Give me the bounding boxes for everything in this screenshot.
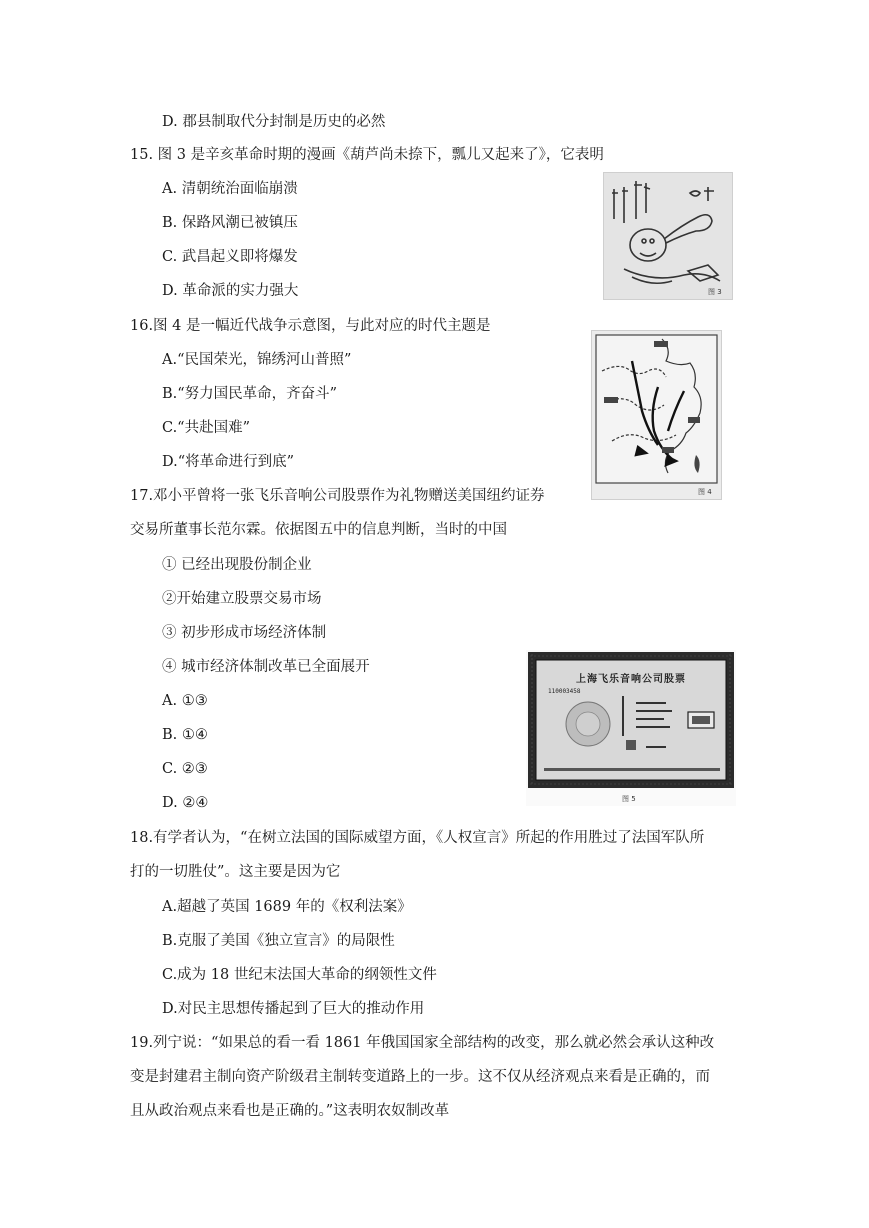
q16-stem: 16.图 4 是一幅近代战争示意图，与此对应的时代主题是 — [130, 318, 491, 334]
q18-option-b: B.克服了美国《独立宣言》的局限性 — [162, 933, 395, 949]
q15-option-d: D. 革命派的实力强大 — [162, 283, 299, 299]
q18-stem-line-2: 打的一切胜仗”。这主要是因为它 — [130, 864, 341, 880]
q18-option-c: C.成为 18 世纪末法国大革命的纲领性文件 — [162, 967, 437, 983]
q18-option-a: A.超越了英国 1689 年的《权利法案》 — [162, 899, 412, 915]
figure-3-cartoon — [603, 172, 733, 300]
q17-option-d: D. ②④ — [162, 795, 209, 811]
q19-stem-line-2: 变是封建君主制向资产阶级君主制转变道路上的一步。这不仅从经济观点来看是正确的，而 — [130, 1069, 710, 1085]
q17-statement-1: ① 已经出现股份制企业 — [162, 557, 312, 573]
q17-statement-4: ④ 城市经济体制改革已全面展开 — [162, 659, 370, 675]
q17-stem-line-2: 交易所董事长范尔霖。依据图五中的信息判断，当时的中国 — [130, 522, 507, 538]
q17-option-b: B. ①④ — [162, 727, 208, 743]
q18-option-d: D.对民主思想传播起到了巨大的推动作用 — [162, 1001, 425, 1017]
q17-option-c: C. ②③ — [162, 761, 208, 777]
figure-4-caption: 图 4 — [698, 488, 712, 496]
figure-3-caption: 图 3 — [708, 288, 722, 296]
q15-option-b: B. 保路风潮已被镇压 — [162, 215, 298, 231]
q16-option-d: D.“将革命进行到底” — [162, 454, 295, 470]
q14-option-d: D. 郡县制取代分封制是历史的必然 — [162, 114, 386, 130]
q15-option-c: C. 武昌起义即将爆发 — [162, 249, 298, 265]
certificate-serial: 110003458 — [548, 688, 581, 695]
q16-option-a: A.“民国荣光，锦绣河山普照” — [162, 352, 352, 368]
q18-stem-line-1: 18.有学者认为，“在树立法国的国际威望方面，《人权宣言》所起的作用胜过了法国军队所 — [130, 830, 705, 846]
figure-4-map — [591, 330, 722, 500]
q17-statement-3: ③ 初步形成市场经济体制 — [162, 625, 327, 641]
q19-stem-line-3: 且从政治观点来看也是正确的。”这表明农奴制改革 — [130, 1103, 450, 1119]
war-map-drawing — [592, 331, 721, 499]
q15-stem: 15. 图 3 是辛亥革命时期的漫画《葫芦尚未捺下，瓢儿又起来了》，它表明 — [130, 147, 604, 163]
q19-stem-line-1: 19.列宁说：“如果总的看一看 1861 年俄国国家全部结构的改变，那么就必然会承认这种改 — [130, 1035, 715, 1051]
figure-5-caption: 图 5 — [622, 795, 636, 803]
cartoon-drawing — [604, 173, 732, 299]
certificate-title: 上海飞乐音响公司股票 — [576, 674, 686, 685]
q17-option-a: A. ①③ — [162, 693, 208, 709]
q15-option-a: A. 清朝统治面临崩溃 — [162, 181, 298, 197]
q17-stem-line-1: 17.邓小平曾将一张飞乐音响公司股票作为礼物赠送美国纽约证券 — [130, 488, 545, 504]
q17-statement-2: ②开始建立股票交易市场 — [162, 591, 322, 607]
figure-5-stock-certificate — [526, 650, 736, 806]
q16-option-b: B.“努力国民革命，齐奋斗” — [162, 386, 338, 402]
q16-option-c: C.“共赴国难” — [162, 420, 251, 436]
